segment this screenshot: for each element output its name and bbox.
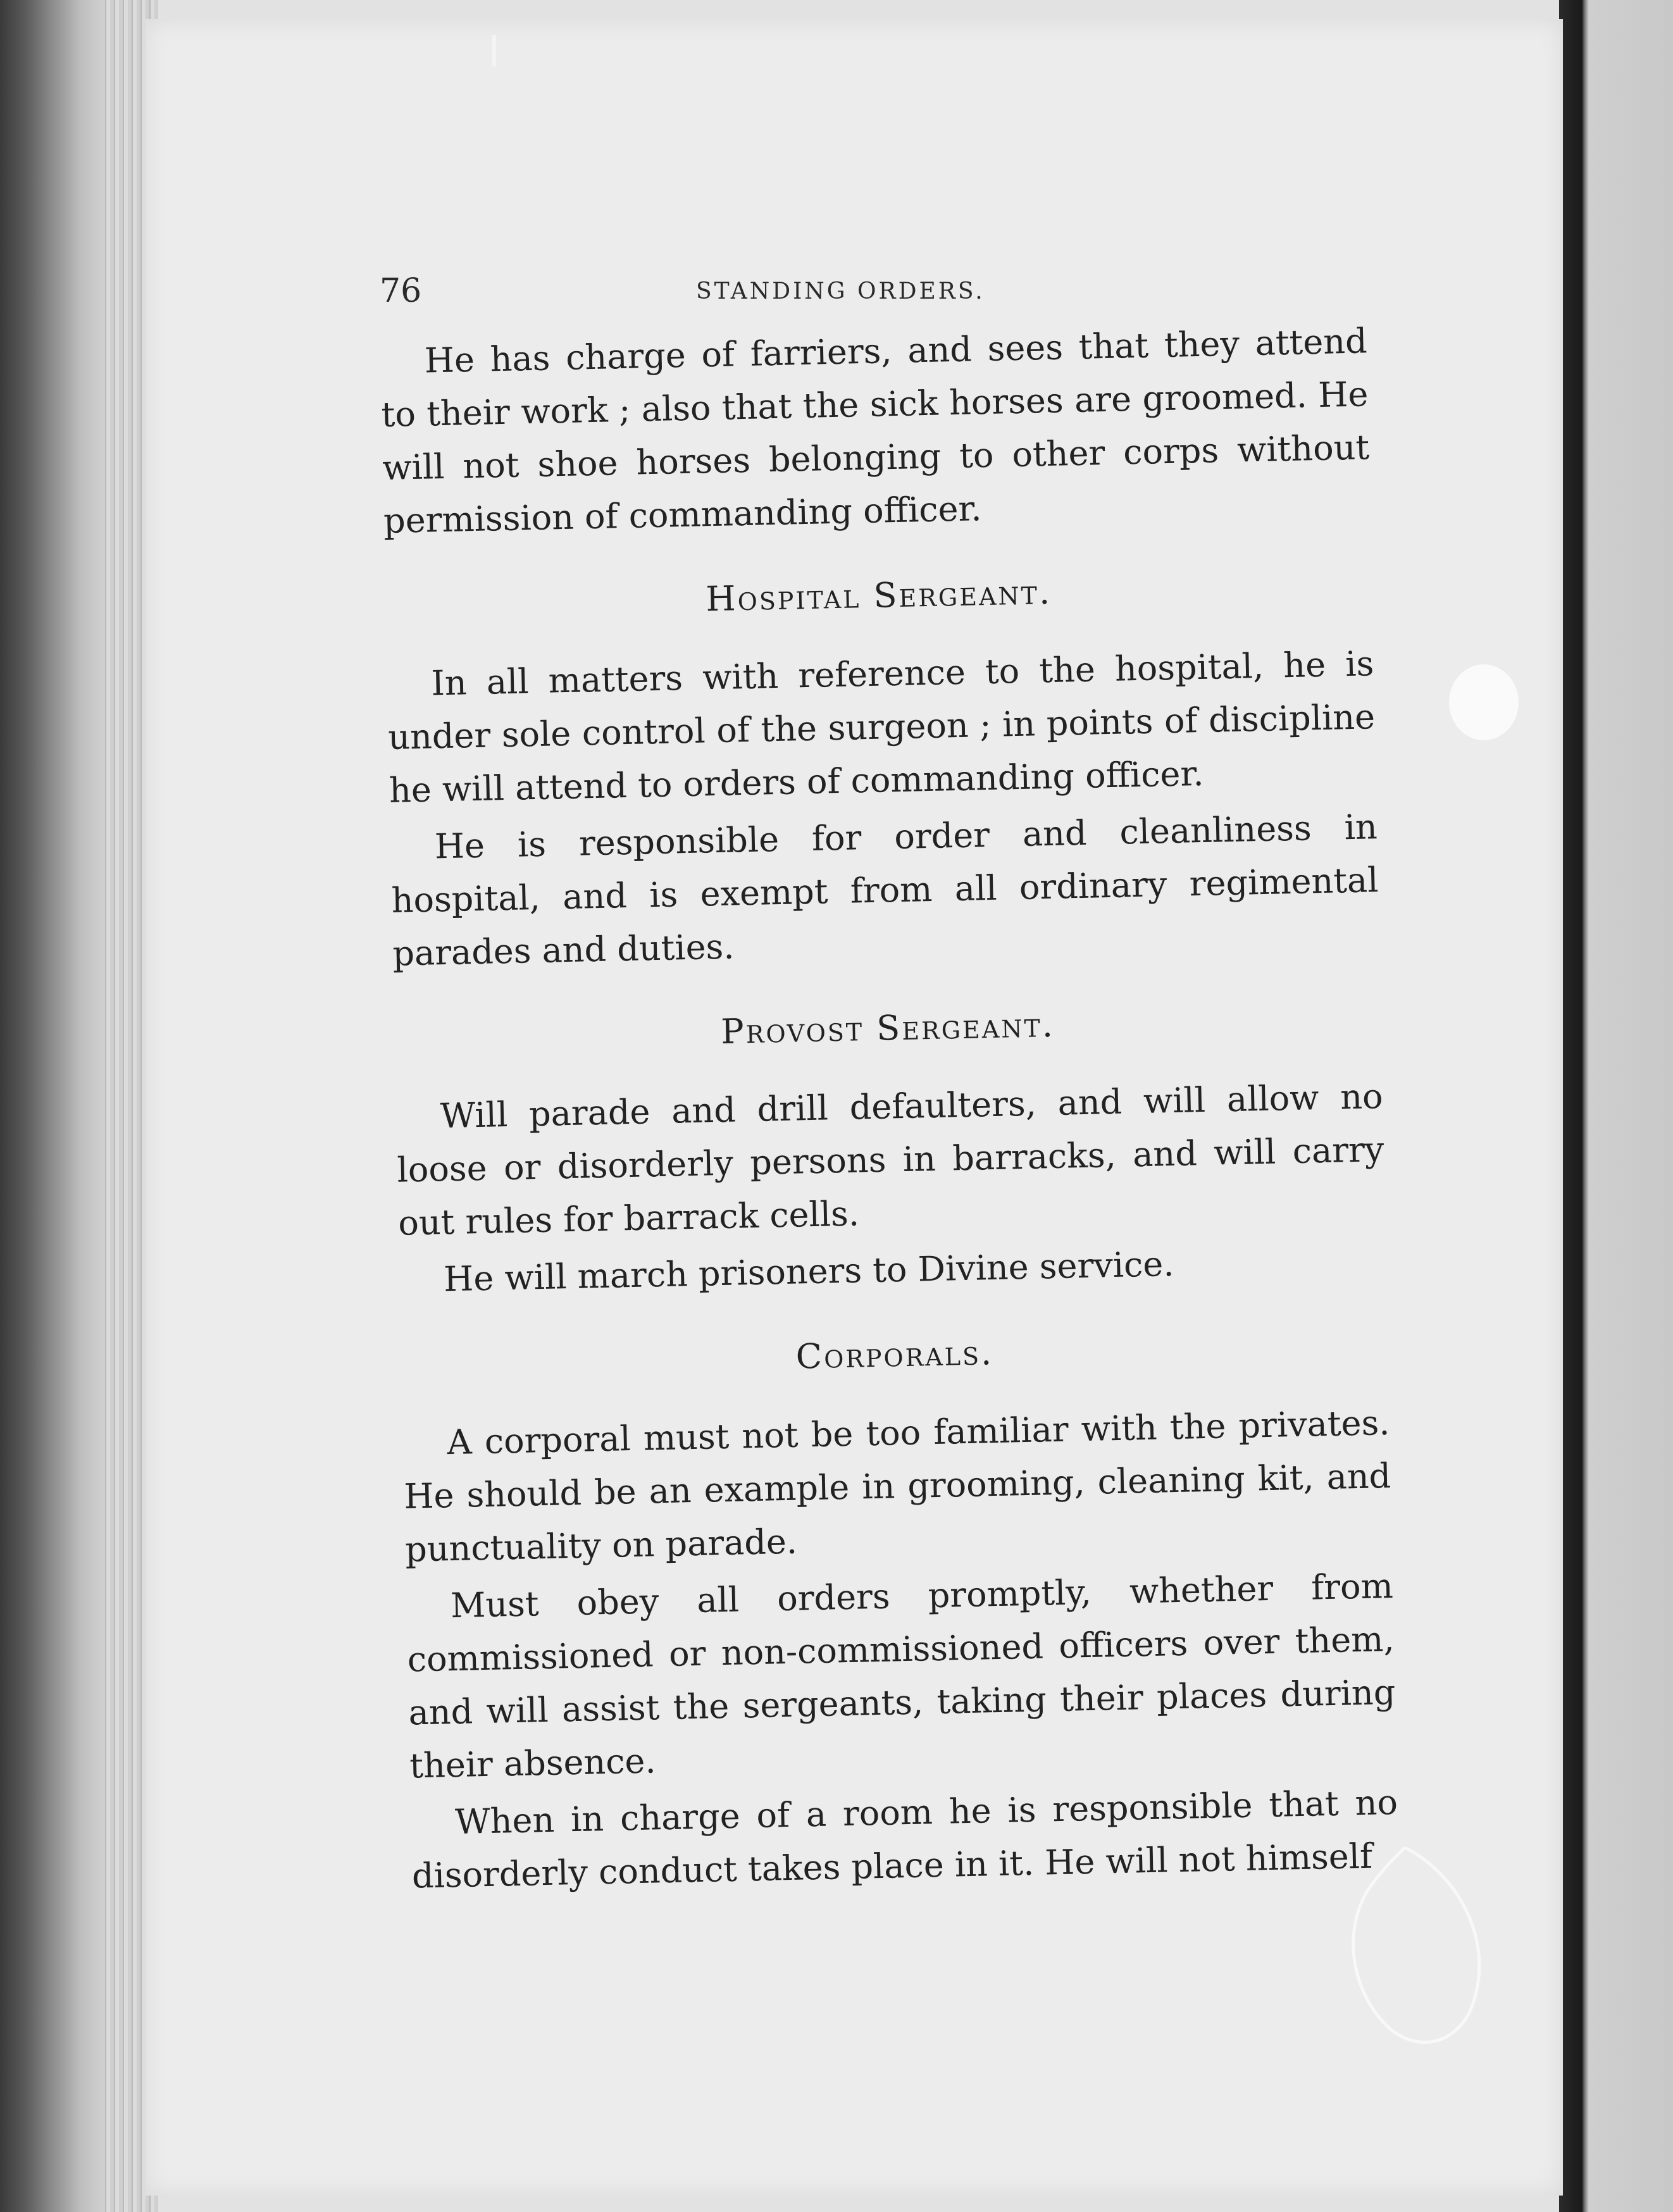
paragraph: Must obey all orders promptly, whether from commissioned or non-commissioned officers over them, and will assist the sergeants, taking their places during their absence. <box>407 1565 1396 1786</box>
page-body <box>380 314 1400 1906</box>
section-title-corporals: Corporals. <box>795 1333 994 1377</box>
running-head: STANDING ORDERS. <box>696 278 985 304</box>
pencil-loop-mark <box>1316 1835 1506 2063</box>
section-title-hospital-sergeant: Hospital Sergeant. <box>705 571 1052 619</box>
paragraph: He is responsible for order and cleanliness in hospital, and is exempt from all ordinary regimental parades and duties. <box>391 807 1379 974</box>
paragraph: In all matters with reference to the hospital, he is under sole control of the surgeon ; in points of discipline he will attend to orders of commanding officer. <box>387 643 1376 811</box>
section-title-provost-sergeant: Provost Sergeant. <box>720 1004 1055 1052</box>
paragraph: A corporal must not be too familiar with the privates. He should be an example in grooming, cleaning kit, and punctuality on parade. <box>403 1402 1391 1570</box>
paragraph: He will march prisoners to Divine service. <box>443 1244 1175 1300</box>
page-number: 76 <box>380 272 422 310</box>
page-header <box>380 272 1417 310</box>
paragraph: When in charge of a room he is responsible that no disorderly conduct takes place in it. He will not himself <box>411 1782 1398 1896</box>
paper-blemish <box>1449 664 1519 740</box>
facing-page-edge <box>1559 0 1673 2212</box>
scan-scratch <box>492 35 496 66</box>
paragraph: Will parade and drill defaulters, and will allow no loose or disorderly persons in barracks, and will carry out rules for barrack cells. <box>396 1076 1384 1243</box>
paragraph: He has charge of farriers, and sees that they attend to their work ; also that the sick horses are groomed. He will not shoe horses belonging to other corps without permission of commanding officer. <box>380 321 1370 541</box>
